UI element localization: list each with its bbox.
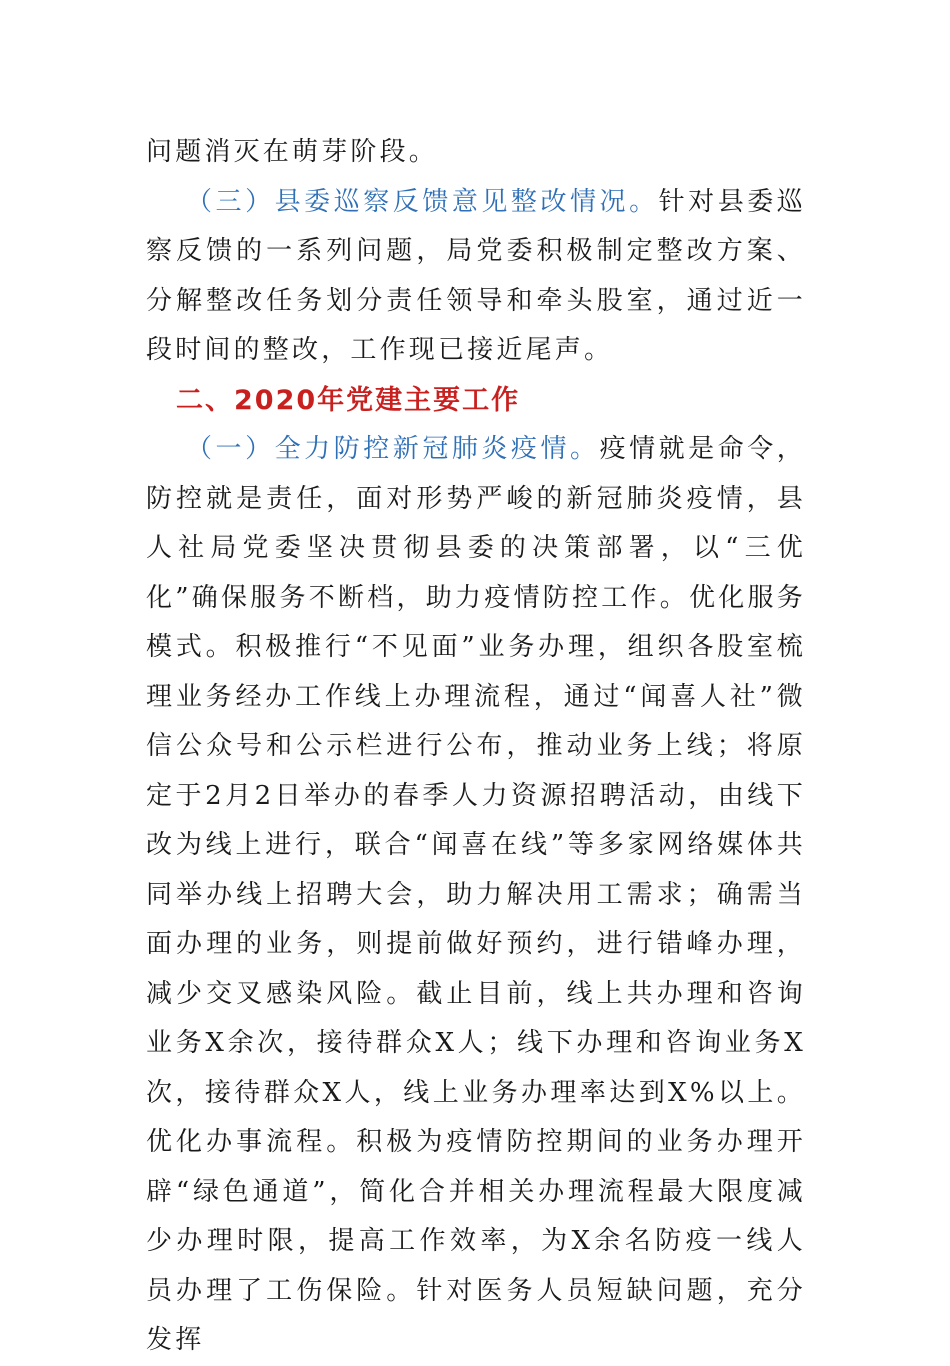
paragraph-text: 针对县委巡察反馈的一系列问题，局党委积极制定整改方案、分解整改任务划分责任领导和牵头股室，通过近一段时间的整改，工作现已接近尾声。 xyxy=(146,186,806,365)
paragraph-text: 问题消灭在萌芽阶段。 xyxy=(146,137,439,167)
paragraph-epidemic xyxy=(146,425,806,1366)
section-heading: 二、2020年党建主要工作 xyxy=(176,384,521,416)
paragraph-text: 疫情就是命令，防控就是责任，面对形势严峻的新冠肺炎疫情，县人社局党委坚决贯彻县委的决策部署，以“三优化”确保服务不断档，助力疫情防控工作。优化服务模式。积极推行“不见面”业务办理，组织各股室梳理业务经办工作线上办理流程，通过“闻喜人社”微信公众号和公示栏进行公布，推动业务上线；将原定于2月2日举办的春季人力资源招聘活动，由线下改为线上进行，联合“闻喜在线”等多家网络媒体共同举办线上招聘大会，助力解决用工需求；确需当面办理的业务，则提前做好预约，进行错峰办理，减少交叉感染风险。截止目前，线上共办理和咨询业务X余次，接待群众X人；线下办理和咨询业务X次，接待群众X人，线上业务办理率达到X%以上。优化办事流程。积极为疫情防控期间的业务办理开辟“绿色通道”，简化合并相关办理流程最大限度减少办理时限，提高工作效率，为X余名防疫一线人员办理了工伤保险。针对医务人员短缺问题，充分发挥 xyxy=(146,434,806,1355)
sub-heading-1: （一）全力防控新冠肺炎疫情。 xyxy=(186,434,600,464)
paragraph-rectification xyxy=(146,178,806,376)
sub-heading-3: （三）县委巡察反馈意见整改情况。 xyxy=(186,186,659,217)
paragraph-continuation xyxy=(146,128,806,178)
document-body xyxy=(146,128,806,1366)
